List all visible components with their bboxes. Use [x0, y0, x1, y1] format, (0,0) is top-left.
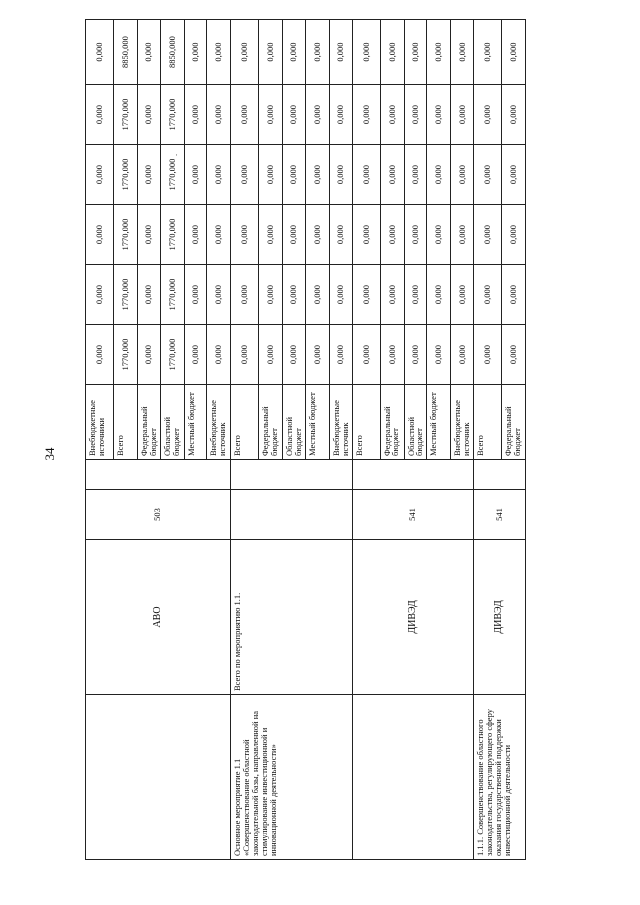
value-cell: 0,000	[451, 20, 474, 85]
table-row	[352, 20, 380, 860]
value-cell: 0,000	[230, 205, 258, 265]
source-cell: Федеральный бюджет	[138, 385, 161, 460]
value-cell: 0,000	[502, 265, 526, 325]
value-cell: 0,000	[86, 145, 114, 205]
value-cell: 8850,000	[114, 20, 138, 85]
activity-cell: 1.1.1. Совершенствование областного законодательства, регулирующего сферу оказания государственной поддержки инвестиционной деятельности	[474, 695, 526, 860]
value-cell: 0,000	[427, 20, 451, 85]
value-cell: 0,000	[404, 145, 427, 205]
activity-cell: Основное мероприятие 1.1 «Совершенствование областной законодательной базы, направленной на стимулирование инвестиционной и инновационной деятельности»	[230, 695, 352, 860]
executor-cell: АВО	[86, 540, 231, 695]
value-cell: 1770,000	[114, 205, 138, 265]
value-cell: 0,000	[258, 325, 282, 385]
value-cell: 0,000	[282, 265, 305, 325]
value-cell: 0,000	[86, 205, 114, 265]
budget-table	[85, 19, 526, 860]
value-cell: 0,000	[427, 205, 451, 265]
value-cell: 0,000	[404, 325, 427, 385]
value-cell: 0,000	[305, 85, 329, 145]
value-cell: 0,000	[329, 205, 352, 265]
value-cell: 0,000	[184, 20, 206, 85]
value-cell: 1770,000	[160, 205, 184, 265]
table-row	[230, 20, 258, 860]
value-cell: 0,000	[380, 85, 404, 145]
executor-cell: ДИВЭД	[474, 540, 526, 695]
value-cell: 0,000	[206, 20, 230, 85]
source-cell: Областной бюджет	[160, 385, 184, 460]
value-cell: 0,000	[258, 205, 282, 265]
value-cell: 0,000	[138, 85, 161, 145]
value-cell: 1770,000	[114, 85, 138, 145]
executor-cell: ДИВЭД	[352, 540, 474, 695]
value-cell: 8850,000	[160, 20, 184, 85]
value-cell: 1770,000	[160, 265, 184, 325]
spacer-cell	[352, 460, 474, 490]
value-cell: 0,000	[404, 265, 427, 325]
value-cell: 0,000	[329, 145, 352, 205]
value-cell: 0,000	[282, 145, 305, 205]
value-cell: 0,000	[282, 325, 305, 385]
value-cell: 0,000	[86, 265, 114, 325]
value-cell: 0,000	[427, 85, 451, 145]
budget-table-body	[86, 20, 526, 860]
value-cell: 0,000	[282, 85, 305, 145]
value-cell: 0,000	[230, 145, 258, 205]
activity-cell	[352, 695, 474, 860]
value-cell: 0,000	[474, 20, 502, 85]
spacer-cell	[474, 460, 526, 490]
value-cell: 0,000	[184, 265, 206, 325]
value-cell: 0,000	[352, 145, 380, 205]
value-cell: 0,000	[184, 205, 206, 265]
code-cell: 541	[352, 490, 474, 540]
value-cell: 0,000	[184, 145, 206, 205]
value-cell: 0,000	[404, 85, 427, 145]
source-cell: Всего	[474, 385, 502, 460]
value-cell: 0,000	[230, 20, 258, 85]
value-cell: 0,000	[474, 205, 502, 265]
table-row	[86, 20, 114, 860]
value-cell: 0,000	[352, 265, 380, 325]
value-cell: 0,000	[258, 85, 282, 145]
value-cell: 0,000	[305, 145, 329, 205]
source-cell: Областной бюджет	[282, 385, 305, 460]
code-cell: 541	[474, 490, 526, 540]
value-cell: 1770,000	[160, 145, 184, 205]
source-cell: Внебюджетные источники	[86, 385, 114, 460]
value-cell: 0,000	[404, 205, 427, 265]
value-cell: 0,000	[502, 85, 526, 145]
value-cell: 0,000	[352, 20, 380, 85]
page-number: 34	[42, 447, 57, 461]
value-cell: 0,000	[380, 265, 404, 325]
value-cell: 0,000	[206, 205, 230, 265]
value-cell: 1770,000	[114, 265, 138, 325]
value-cell: 0,000	[451, 85, 474, 145]
value-cell: 0,000	[305, 265, 329, 325]
value-cell: 0,000	[138, 145, 161, 205]
value-cell: 0,000	[474, 325, 502, 385]
value-cell: 0,000	[502, 145, 526, 205]
value-cell: 0,000	[451, 325, 474, 385]
source-cell: Внебюджетные источник	[206, 385, 230, 460]
code-cell	[230, 490, 352, 540]
value-cell: 0,000	[138, 205, 161, 265]
value-cell: 0,000	[86, 85, 114, 145]
value-cell: 0,000	[138, 325, 161, 385]
value-cell: 0,000	[282, 20, 305, 85]
value-cell: 0,000	[329, 85, 352, 145]
source-cell: Внебюджетные источник	[451, 385, 474, 460]
source-cell: Областной бюджет	[404, 385, 427, 460]
value-cell: 0,000	[427, 145, 451, 205]
table-row	[474, 20, 502, 860]
value-cell: 0,000	[206, 265, 230, 325]
value-cell: 0,000	[329, 20, 352, 85]
value-cell: 0,000	[206, 325, 230, 385]
value-cell: 0,000	[352, 85, 380, 145]
value-cell: 0,000	[230, 85, 258, 145]
value-cell: 0,000	[184, 325, 206, 385]
value-cell: 1770,000	[114, 325, 138, 385]
value-cell: 0,000	[427, 325, 451, 385]
value-cell: 0,000	[206, 145, 230, 205]
activity-cell	[86, 695, 231, 860]
value-cell: 0,000	[404, 20, 427, 85]
source-cell: Федеральный бюджет	[380, 385, 404, 460]
value-cell: 0,000	[230, 325, 258, 385]
value-cell: 0,000	[138, 265, 161, 325]
value-cell: 0,000	[206, 85, 230, 145]
budget-table-sheet	[85, 20, 605, 860]
source-cell: Федеральный бюджет	[258, 385, 282, 460]
source-cell: Всего	[230, 385, 258, 460]
value-cell: 0,000	[352, 325, 380, 385]
value-cell: 0,000	[258, 20, 282, 85]
source-cell: Местный бюджет	[305, 385, 329, 460]
value-cell: 0,000	[329, 265, 352, 325]
value-cell: 1770,000	[160, 325, 184, 385]
value-cell: 0,000	[502, 325, 526, 385]
source-cell: Федеральный бюджет	[502, 385, 526, 460]
source-cell: Всего	[352, 385, 380, 460]
value-cell: 0,000	[282, 205, 305, 265]
value-cell: 0,000	[502, 20, 526, 85]
value-cell: 0,000	[474, 85, 502, 145]
code-cell: 503	[86, 490, 231, 540]
value-cell: 0,000	[380, 205, 404, 265]
value-cell: 0,000	[258, 265, 282, 325]
value-cell: 0,000	[352, 205, 380, 265]
value-cell: 0,000	[451, 145, 474, 205]
value-cell: 0,000	[305, 20, 329, 85]
source-cell: Внебюджетные источник	[329, 385, 352, 460]
value-cell: 0,000	[451, 265, 474, 325]
value-cell: 0,000	[329, 325, 352, 385]
value-cell: 0,000	[451, 205, 474, 265]
value-cell: 0,000	[230, 265, 258, 325]
source-cell: Всего	[114, 385, 138, 460]
value-cell: 1770,000	[160, 85, 184, 145]
value-cell: 0,000	[380, 20, 404, 85]
value-cell: 0,000	[380, 145, 404, 205]
value-cell: 0,000	[502, 205, 526, 265]
value-cell: 0,000	[474, 265, 502, 325]
value-cell: 0,000	[258, 145, 282, 205]
source-cell: Местный бюджет	[427, 385, 451, 460]
value-cell: 0,000	[474, 145, 502, 205]
value-cell: 0,000	[427, 265, 451, 325]
value-cell: 0,000	[380, 325, 404, 385]
value-cell: 0,000	[184, 85, 206, 145]
executor-cell: Всего по мероприятию 1.1.	[230, 540, 352, 695]
spacer-cell	[230, 460, 352, 490]
scan-mark: ·	[175, 150, 178, 160]
value-cell: 0,000	[305, 205, 329, 265]
spacer-cell	[86, 460, 231, 490]
value-cell: 0,000	[86, 325, 114, 385]
value-cell: 0,000	[138, 20, 161, 85]
value-cell: 0,000	[305, 325, 329, 385]
source-cell: Местный бюджет	[184, 385, 206, 460]
value-cell: 1770,000	[114, 145, 138, 205]
value-cell: 0,000	[86, 20, 114, 85]
